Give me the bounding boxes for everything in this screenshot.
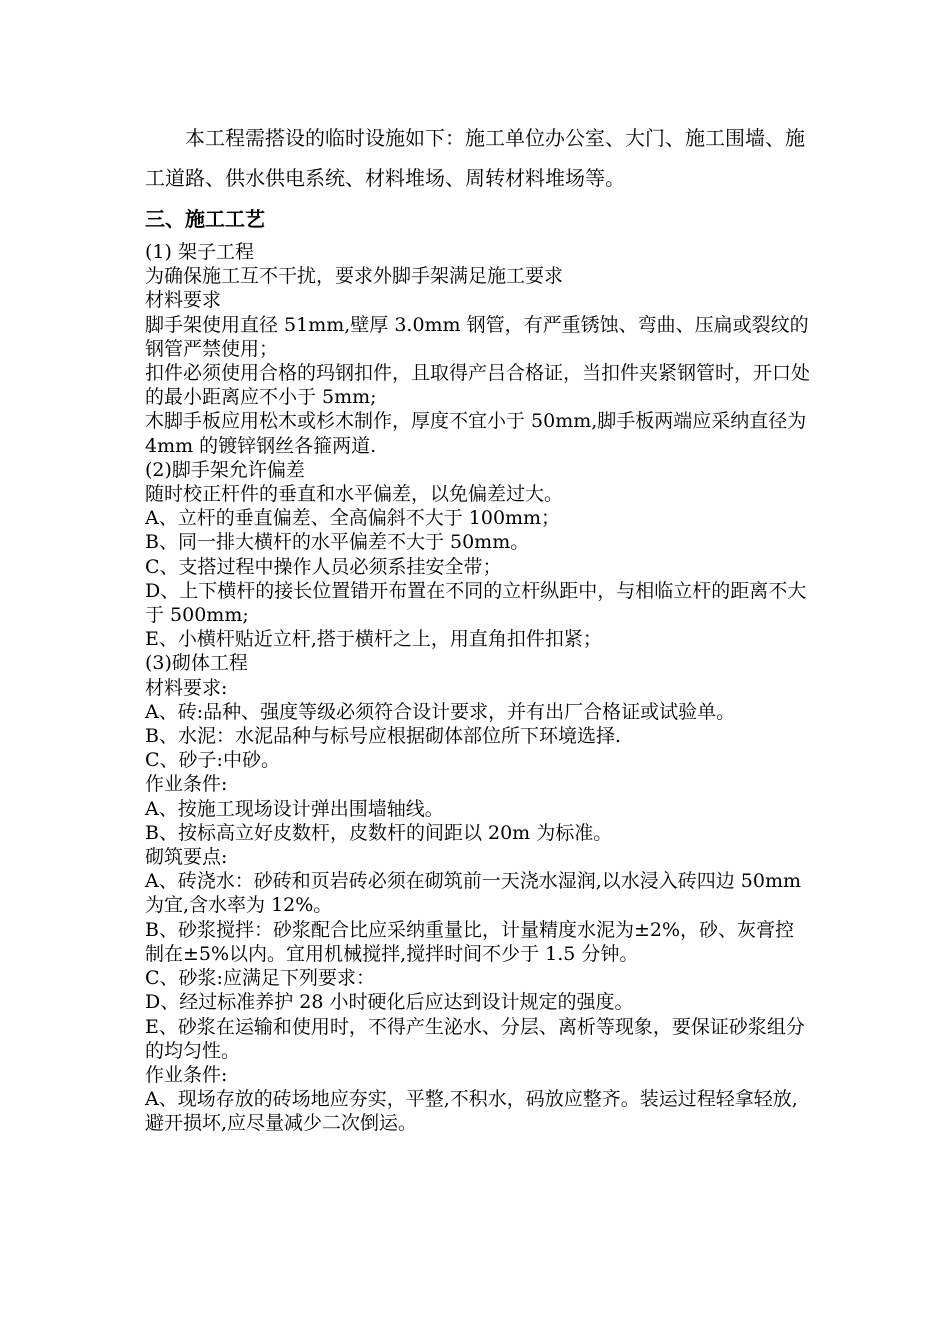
text-line: C、砂子:中砂。 [145, 749, 280, 772]
text-line: B、按标高立好皮数杆，皮数杆的间距以 20m 为标准。 [145, 821, 613, 844]
text-line: A、砖:品种、强度等级必须符合设计要求，并有出厂合格证或试验单。 [145, 700, 736, 723]
text-line: 随时校正杆件的垂直和水平偏差，以免偏差过大。 [145, 483, 564, 506]
text-line: 木脚手板应用松木或杉木制作，厚度不宜小于 50mm,脚手板两端应采纳直径为 4mm 的镀锌钢丝各箍两道. [145, 410, 807, 457]
text-line: 作业条件: [145, 773, 228, 796]
body-lines [145, 240, 810, 1136]
text-line: E、砂浆在运输和使用时，不得产生泌水、分层、离析等现象，要保证砂浆组分的均匀性。 [145, 1015, 805, 1062]
document-body [145, 118, 810, 1136]
text-line: A、砖浇水：砂砖和页岩砖必须在砌筑前一天浇水湿润,以水浸入砖四边 50mm 为宜,含水率为 12%。 [145, 870, 802, 917]
text-line: B、水泥：水泥品种与标号应根据砌体部位所下环境选择. [145, 725, 622, 748]
text-line: (2)脚手架允许偏差 [145, 458, 305, 481]
text-line: E、小横杆贴近立杆,搭于横杆之上，用直角扣件扣紧； [145, 628, 602, 651]
text-line: 材料要求 [145, 289, 222, 312]
text-line: 扣件必须使用合格的玛钢扣件，且取得产吕合格证，当扣件夹紧钢管时，开口处的最小距离应不小于 5mm; [145, 362, 811, 409]
intro-paragraph: 本工程需搭设的临时设施如下：施工单位办公室、大门、施工围墙、施工道路、供水供电系统、材料堆场、周转材料堆场等。 [145, 126, 805, 190]
text-line: C、砂浆:应满足下列要求： [145, 967, 375, 990]
text-line: 砌筑要点: [145, 846, 228, 869]
text-line: A、立杆的垂直偏差、全高偏斜不大于 100mm； [145, 507, 561, 530]
text-line: A、现场存放的砖场地应夯实，平整,不积水，码放应整齐。装运过程轻拿轻放,避开损坏,应尽量减少二次倒运。 [145, 1088, 798, 1135]
text-line: (1) 架子工程 [145, 241, 254, 263]
text-line: B、砂浆搅拌：砂浆配合比应采纳重量比，计量精度水泥为±2%，砂、灰膏控制在±5%以内。宜用机械搅拌,搅拌时间不少于 1.5 分钟。 [145, 918, 795, 965]
text-line: B、同一排大横杆的水平偏差不大于 50mm。 [145, 531, 530, 554]
text-line: 脚手架使用直径 51mm,壁厚 3.0mm 钢管，有严重锈蚀、弯曲、压扁或裂纹的钢管严禁使用； [145, 313, 809, 360]
text-line: D、上下横杆的接长位置错开布置在不同的立杆纵距中，与相临立杆的距离不大于 500mm; [145, 579, 807, 627]
text-line: 材料要求: [145, 676, 228, 699]
text-line: (3)砌体工程 [145, 652, 248, 675]
text-line: D、经过标准养护 28 小时硬化后应达到设计规定的强度。 [145, 991, 634, 1014]
text-line: 作业条件: [145, 1063, 228, 1086]
text-line: 为确保施工互不干扰，要求外脚手架满足施工要求 [145, 265, 564, 288]
text-line: C、支搭过程中操作人员必须系挂安全带； [145, 555, 502, 578]
section-title: 三、施工工艺 [145, 207, 265, 231]
text-line: A、按施工现场设计弹出围墙轴线。 [145, 797, 444, 820]
